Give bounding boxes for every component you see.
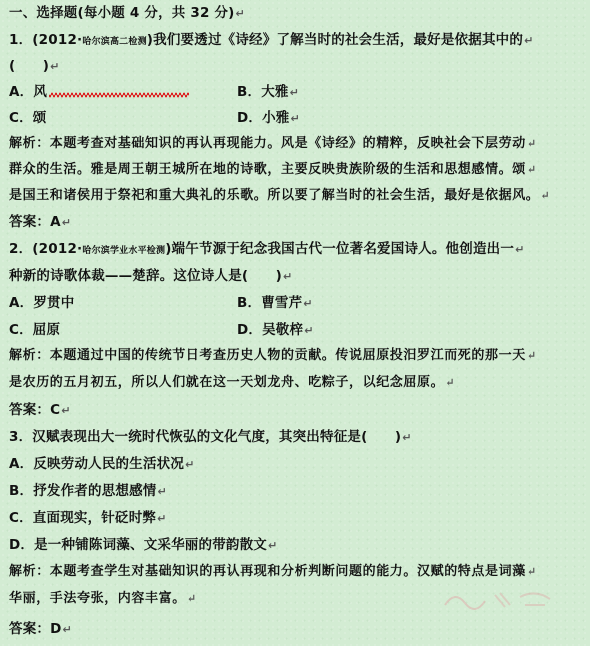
q2-answer: 答案：C↵: [9, 402, 71, 418]
q1-analysis-line-1: 解析：本题考查对基础知识的再认再现能力。风是《诗经》的精粹，反映社会下层劳动↵: [9, 136, 537, 151]
q1-source: 哈尔滨高二检测: [82, 37, 147, 47]
q1-analysis-line-2: 群众的生活。雅是周王朝王城所在地的诗歌，主要反映贵族阶级的生活和思想感情。颂↵: [9, 162, 537, 177]
q1-option-c: C．颂: [9, 110, 47, 126]
q2-stem-cont: 种新的诗歌体裁——楚辞。这位诗人是( )↵: [9, 268, 293, 284]
q1-answer: 答案：A↵: [9, 214, 72, 230]
q2-source: 哈尔滨学业水平检测: [82, 246, 166, 256]
q3-option-d: D．是一种铺陈词藻、文采华丽的带韵散文↵: [9, 537, 278, 553]
spellcheck-underline: [49, 92, 189, 98]
watermark-logo-icon: [440, 585, 560, 615]
watermark: [440, 585, 560, 620]
q1-option-a: A．风: [9, 84, 48, 100]
q3-analysis-line-2: 华丽，手法夸张，内容丰富。↵: [9, 591, 197, 606]
q3-analysis-line-1: 解析：本题考查学生对基础知识的再认再现和分析判断问题的能力。汉赋的特点是词藻↵: [9, 564, 537, 579]
q3-option-a: A．反映劳动人民的生活状况↵: [9, 456, 195, 472]
q3-option-b: B．抒发作者的思想感情↵: [9, 483, 167, 499]
q3-option-c: C．直面现实，针砭时弊↵: [9, 510, 167, 526]
q2-options-row2: C．屈原 D．吴敬梓↵: [9, 322, 314, 338]
q1-option-b: B．大雅: [237, 84, 289, 100]
q2-option-c: C．屈原: [9, 322, 61, 338]
q2-option-d: D．吴敬梓: [237, 322, 304, 338]
q1-analysis-line-3: 是国王和诸侯用于祭祀和重大典礼的乐歌。所以要了解当时的社会生活，最好是依据风。↵: [9, 188, 551, 203]
q2-option-b: B．曹雪芹: [237, 295, 303, 311]
q1-stem-cont: ( )↵: [9, 58, 60, 74]
q1-option-d: D．小雅: [237, 110, 290, 126]
q2-options-row1: A．罗贯中 B．曹雪芹↵: [9, 295, 313, 311]
q1-options-row2: C．颂 D．小雅↵: [9, 110, 300, 126]
q2-analysis-line-1: 解析：本题通过中国的传统节日考查历史人物的贡献。传说屈原投汨罗江而死的那一天↵: [9, 348, 537, 363]
q2-option-a: A．罗贯中: [9, 295, 75, 311]
q1-stem: 1．(2012·哈尔滨高二检测)我们要透过《诗经》了解当时的社会生活，最好是依据其中的↵: [9, 32, 534, 48]
q2-analysis-line-2: 是农历的五月初五，所以人们就在这一天划龙舟、吃粽子，以纪念屈原。↵: [9, 375, 456, 390]
q3-stem: 3．汉赋表现出大一统时代恢弘的文化气度，其突出特征是( )↵: [9, 429, 412, 445]
q3-answer: 答案：D↵: [9, 621, 72, 637]
q2-stem: 2．(2012·哈尔滨学业水平检测)端午节源于纪念我国古代一位著名爱国诗人。他创造出一↵: [9, 241, 525, 257]
q1-options-row1: A．风 B．大雅↵: [9, 84, 300, 100]
section-title: 一、选择题(每小题 4 分，共 32 分)↵: [9, 5, 245, 21]
